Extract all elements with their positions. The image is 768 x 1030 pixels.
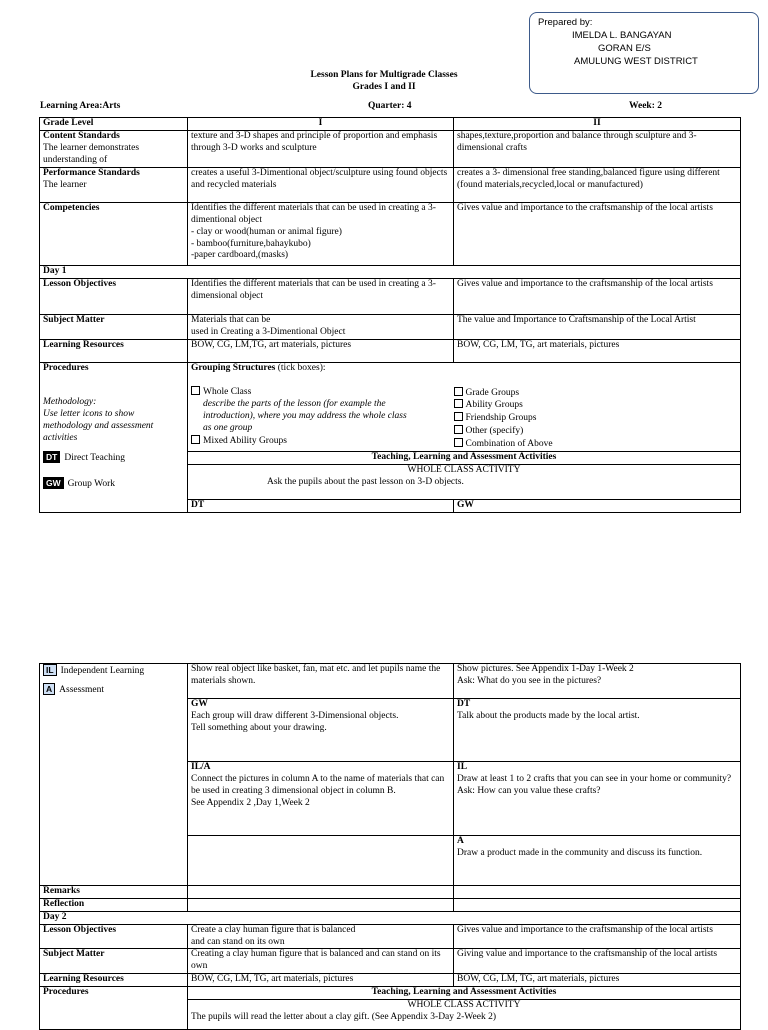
activity-i-1: Show real object like basket, fan, mat etc. and let pupils name the materials shown.: [188, 664, 454, 699]
table-row: [40, 202, 741, 265]
wca-heading: WHOLE CLASS ACTIVITY: [407, 999, 521, 1010]
subject-matter-text: Materials that can be: [191, 314, 271, 325]
learning-resources-ii: BOW, CG, LM, TG, art materials, pictures: [454, 974, 741, 987]
table-row: [40, 314, 741, 339]
activity-text: Draw a product made in the community and discuss its function.: [457, 847, 703, 858]
subject-matter-label: Subject Matter: [40, 949, 188, 974]
competency-text: - bamboo(furniture,bahaykubo): [191, 238, 311, 249]
table-row: [40, 265, 741, 278]
whole-class-activity: [188, 464, 741, 499]
activity-ii-4: [454, 836, 741, 886]
whole-class-desc: describe the parts of the lesson (for example the: [203, 399, 386, 410]
table-row: [40, 362, 741, 451]
performance-standards-cell: [40, 167, 188, 202]
content-standards-i: texture and 3-D shapes and principle of proportion and emphasis through 3-D works and sculpture: [188, 130, 454, 167]
content-standards-desc: The learner demonstrates: [43, 142, 140, 153]
reflection-i: [188, 898, 454, 911]
subject-matter-i: Creating a clay human figure that is balanced and can stand on its own: [188, 949, 454, 974]
competency-text: - clay or wood(human or animal figure): [191, 226, 342, 237]
legend-independent-learning: [43, 664, 184, 678]
checkbox-icon[interactable]: [454, 438, 463, 447]
remarks-ii: [454, 886, 741, 899]
subject-matter-text: used in Creating a 3-Dimentional Object: [191, 326, 346, 337]
checkbox-icon[interactable]: [191, 435, 200, 444]
learning-resources-label: Learning Resources: [40, 339, 188, 362]
whole-class-label: Whole Class: [203, 387, 252, 398]
methodology-text: Use letter icons to show: [43, 409, 135, 420]
option-mixed-ability[interactable]: [191, 435, 451, 448]
whole-class-desc: as one group: [203, 423, 253, 433]
option-whole-class[interactable]: [191, 386, 451, 399]
subject-matter-ii: Giving value and importance to the craftsmanship of the local artists: [454, 949, 741, 974]
subject-matter-label: Subject Matter: [40, 314, 188, 339]
activity-text: Tell something about your drawing.: [191, 722, 327, 733]
lesson-objectives-ii: Gives value and importance to the craftsmanship of the local artists: [454, 924, 741, 949]
activity-i-3: [188, 762, 454, 836]
table-row: [40, 130, 741, 167]
activity-i-4: [188, 836, 454, 886]
mixed-ability-label: Mixed Ability Groups: [203, 435, 287, 446]
table-row: [40, 898, 741, 911]
dt-column-head: DT: [188, 499, 454, 512]
remarks-label: Remarks: [40, 886, 188, 899]
table-row: [40, 118, 741, 131]
procedures-label: Procedures: [40, 987, 188, 1030]
procedures-cell: [40, 362, 188, 512]
activity-text: Draw at least 1 to 2 crafts that you can see in your home or community?: [457, 773, 732, 784]
grouping-heading-bold: Grouping Structures: [191, 362, 276, 373]
legend-direct-teaching: [43, 451, 184, 465]
checkbox-icon[interactable]: [454, 412, 463, 421]
subject-matter-i: [188, 314, 454, 339]
performance-standards-ii: creates a 3- dimensional free standing,balanced figure using different (found materials,recycled,local or manufactured): [454, 167, 741, 202]
methodology-text: Methodology:: [43, 397, 97, 408]
activity-head: IL: [457, 762, 468, 772]
learning-resources-ii: BOW, CG, LM, TG, art materials, pictures: [454, 339, 741, 362]
performance-standards-label: Performance Standards: [43, 167, 140, 178]
gw-column-head: GW: [454, 499, 741, 512]
content-standards-cell: [40, 130, 188, 167]
option-grade-groups[interactable]: [454, 387, 738, 400]
friendship-groups-label: Friendship Groups: [465, 413, 537, 424]
activity-text: Show pictures. See Appendix 1-Day 1-Week 2: [457, 664, 634, 674]
other-label: Other (specify): [465, 426, 524, 437]
direct-teaching-label: Direct Teaching: [64, 452, 125, 463]
content-standards-desc: understanding of: [43, 154, 108, 165]
option-ability-groups[interactable]: [454, 399, 738, 412]
wca-text: Ask the pupils about the past lesson on 3-D objects.: [267, 476, 464, 487]
learning-area: Learning Area:Arts: [40, 101, 121, 111]
lesson-objectives-i: Identifies the different materials that can be used in creating a 3- dimensional object: [188, 278, 454, 314]
lesson-objectives-label: Lesson Objectives: [40, 924, 188, 949]
competencies-label: Competencies: [40, 202, 188, 265]
lesson-objectives-i: [188, 924, 454, 949]
reflection-label: Reflection: [40, 898, 188, 911]
methodology-text: activities: [43, 433, 78, 443]
quarter: Quarter: 4: [368, 101, 412, 111]
activity-text: See Appendix 2 ,Day 1,Week 2: [191, 797, 310, 808]
grouping-heading: [191, 363, 451, 375]
competencies-ii: Gives value and importance to the craftsmanship of the local artists: [454, 202, 741, 265]
il-icon: IL: [43, 664, 57, 676]
activity-text: Ask: How can you value these crafts?: [457, 785, 601, 796]
checkbox-icon[interactable]: [454, 387, 463, 396]
checkbox-icon[interactable]: [454, 425, 463, 434]
group-work-label: Group Work: [67, 478, 115, 489]
whole-class-activity: [188, 999, 741, 1029]
preparer-school: GORAN E/S: [598, 43, 651, 54]
option-combination[interactable]: [454, 438, 738, 451]
a-icon: A: [43, 683, 55, 695]
table-row: [40, 278, 741, 314]
table-row: [40, 886, 741, 899]
table-row: [40, 949, 741, 974]
legend-group-work: [43, 477, 184, 491]
dt-icon: DT: [43, 451, 60, 463]
learning-resources-i: BOW, CG, LM,TG, art materials, pictures: [188, 339, 454, 362]
remarks-i: [188, 886, 454, 899]
competencies-i: [188, 202, 454, 265]
objective-text: and can stand on its own: [191, 936, 285, 947]
grade-groups-label: Grade Groups: [465, 387, 520, 398]
methodology-text: methodology and assessment: [43, 421, 154, 432]
activity-ii-3: [454, 762, 741, 836]
activity-head: GW: [191, 699, 208, 709]
week: Week: 2: [629, 101, 662, 111]
learning-resources-i: BOW, CG, LM, TG, art materials, pictures: [188, 974, 454, 987]
grade-col-ii: II: [454, 118, 741, 131]
activity-text: Talk about the products made by the local artist.: [457, 710, 640, 721]
activity-ii-1: [454, 664, 741, 699]
gw-icon: GW: [43, 477, 64, 489]
learning-resources-label: Learning Resources: [40, 974, 188, 987]
preparer-district: AMULUNG WEST DISTRICT: [574, 56, 698, 67]
grouping-heading-rest: (tick boxes):: [275, 362, 326, 373]
grade-level-label: Grade Level: [40, 118, 188, 131]
lesson-objectives-ii: Gives value and importance to the craftsmanship of the local artists: [454, 278, 741, 314]
procedures-label: Procedures: [43, 362, 89, 373]
grouping-left: [188, 362, 454, 451]
checkbox-icon[interactable]: [454, 399, 463, 408]
legend-cell: [40, 664, 188, 886]
activity-i-2: [188, 699, 454, 762]
independent-learning-label: Independent Learning: [60, 666, 145, 676]
combination-label: Combination of Above: [465, 439, 553, 449]
option-other[interactable]: [454, 425, 738, 438]
day1-label: Day 1: [40, 265, 741, 278]
ability-groups-label: Ability Groups: [465, 400, 523, 411]
activity-ii-2: [454, 699, 741, 762]
lesson-table-continued: [39, 663, 741, 1030]
competency-text: -paper cardboard,(masks): [191, 250, 289, 261]
activity-head: A: [457, 836, 464, 846]
wca-heading: WHOLE CLASS ACTIVITY: [407, 464, 521, 475]
content-standards-label: Content Standards: [43, 130, 120, 141]
content-standards-ii: shapes,texture,proportion and balance through sculpture and 3-dimensional crafts: [454, 130, 741, 167]
checkbox-icon[interactable]: [191, 386, 200, 395]
performance-standards-desc: The learner: [43, 179, 87, 190]
tla-heading: Teaching, Learning and Assessment Activities: [188, 987, 741, 1000]
subject-matter-ii: The value and Importance to Craftsmanship of the Local Artist: [454, 314, 741, 339]
grouping-right: [454, 362, 741, 451]
table-row: [40, 911, 741, 924]
activity-text: Ask: What do you see in the pictures?: [457, 675, 602, 686]
preparer-name: IMELDA L. BANGAYAN: [572, 30, 672, 41]
activity-head: IL/A: [191, 762, 211, 772]
assessment-label: Assessment: [59, 684, 105, 695]
activity-text: Connect the pictures in column A to the name of materials that can be used in creating 3 dimensional object in column B.: [191, 773, 445, 796]
table-row: [40, 167, 741, 202]
whole-class-desc: introduction), where you may address the whole class: [203, 411, 407, 422]
document-title: Lesson Plans for Multigrade Classes: [310, 70, 458, 80]
document-grades: Grades I and II: [352, 82, 416, 92]
day2-label: Day 2: [40, 911, 741, 924]
table-row: [40, 924, 741, 949]
grade-col-i: I: [188, 118, 454, 131]
table-row: [40, 339, 741, 362]
activity-head: DT: [457, 699, 471, 709]
performance-standards-i: creates a useful 3-Dimentional object/sculpture using found objects and recycled materials: [188, 167, 454, 202]
objective-text: Create a clay human figure that is balanced: [191, 924, 356, 935]
wca-text: The pupils will read the letter about a clay gift. (See Appendix 3-Day 2-Week 2): [191, 1011, 496, 1022]
table-row: [40, 664, 741, 699]
activity-text: Each group will draw different 3-Dimensional objects.: [191, 710, 399, 721]
reflection-ii: [454, 898, 741, 911]
lesson-table-day1: [39, 117, 741, 513]
option-friendship-groups[interactable]: [454, 412, 738, 425]
table-row: [40, 987, 741, 1000]
table-row: [40, 974, 741, 987]
tla-heading: Teaching, Learning and Assessment Activities: [188, 451, 741, 464]
competency-text: Identifies the different materials that can be used in creating a 3-dimentional object: [191, 202, 436, 225]
legend-assessment: [43, 683, 184, 697]
prepared-by-label: Prepared by:: [538, 17, 593, 28]
lesson-objectives-label: Lesson Objectives: [40, 278, 188, 314]
